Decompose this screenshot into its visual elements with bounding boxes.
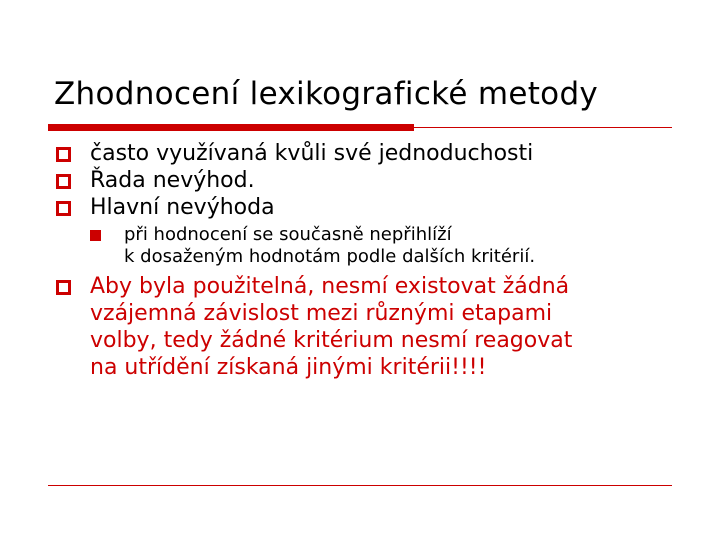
bullet-list (54, 140, 694, 381)
hollow-square-bullet-icon (56, 147, 71, 162)
filled-square-bullet-icon (90, 230, 101, 241)
bullet-item (54, 140, 694, 167)
title-rule-thick (48, 124, 414, 131)
footer-rule (48, 485, 672, 486)
highlight-line: na utřídění získaná jinými kritérii!!!! (90, 355, 487, 380)
hollow-square-bullet-icon (56, 201, 71, 216)
bullet-text: Řada nevýhod. (90, 168, 255, 193)
highlight-line: volby, tedy žádné kritérium nesmí reagovat (90, 328, 573, 353)
sub-bullet-item (54, 224, 694, 268)
bullet-item-highlight (54, 273, 694, 381)
bullet-item (54, 167, 694, 194)
title-rule-thin (414, 127, 672, 128)
slide-title: Zhodnocení lexikografické metody (54, 76, 599, 112)
bullet-text: často využívaná kvůli své jednoduchosti (90, 141, 534, 166)
highlight-line: vzájemná závislost mezi různými etapami (90, 301, 553, 326)
highlight-line: Aby byla použitelná, nesmí existovat žádná (90, 274, 570, 299)
bullet-item (54, 194, 694, 221)
sub-bullet-line: při hodnocení se současně nepřihlíží (124, 224, 452, 245)
hollow-square-bullet-icon (56, 174, 71, 189)
sub-bullet-line: k dosaženým hodnotám podle dalších kritérií. (124, 246, 536, 267)
bullet-text: Hlavní nevýhoda (90, 195, 275, 220)
hollow-square-bullet-icon (56, 280, 71, 295)
